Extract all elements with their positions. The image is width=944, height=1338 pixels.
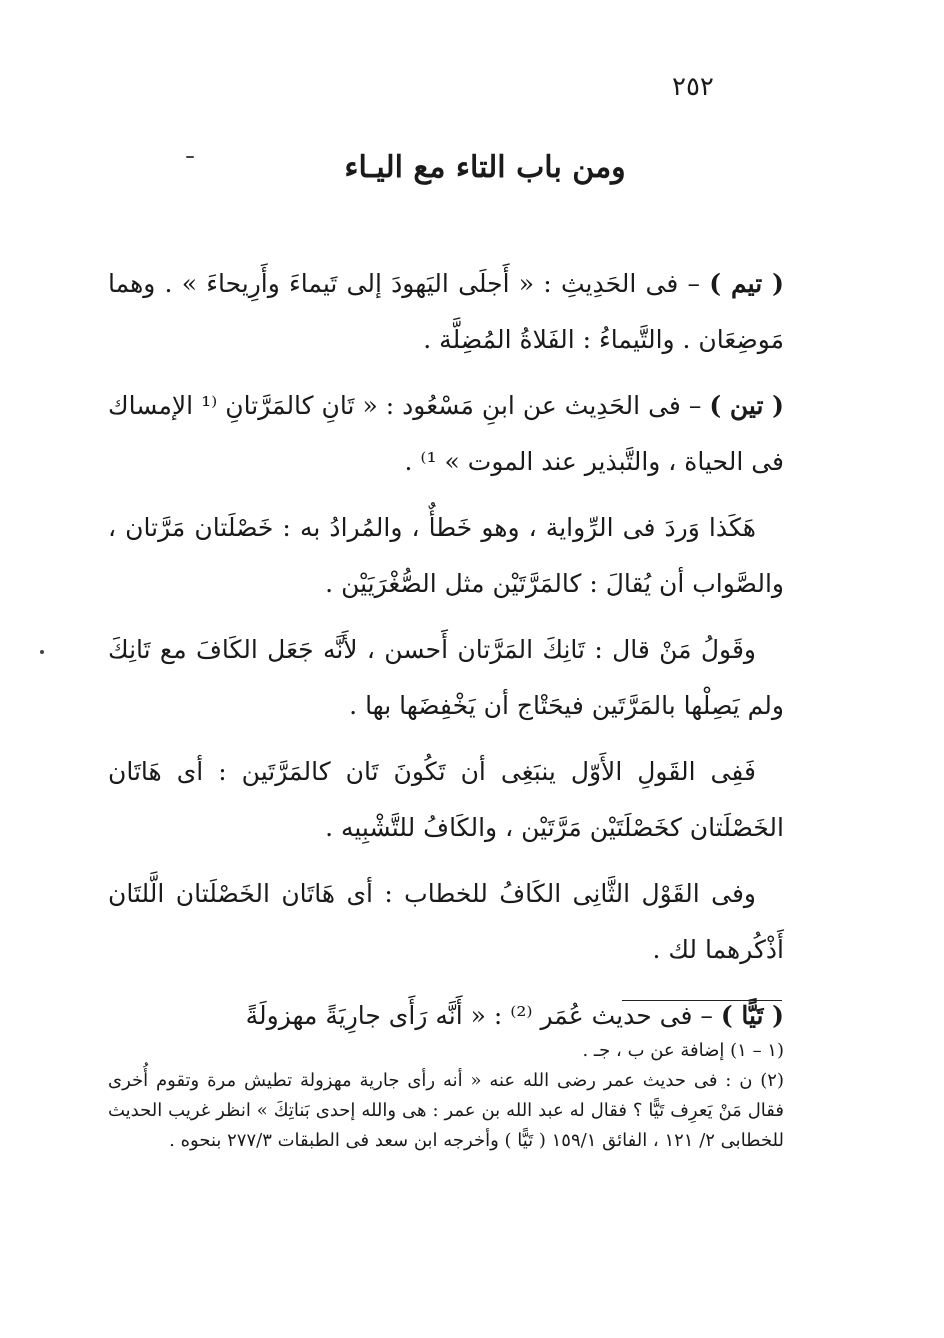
entry-text: – فى الحَدِيث عن ابنِ مَسْعُود : « تَانِ كالمَرَّتانِ ⁽¹ الإمساك فى الحياة ، والتَّبذير عند الموت » ¹⁾ . — [108, 391, 784, 476]
head-word: ( تيم ) — [709, 269, 784, 298]
page-number: ٢٥٢ — [672, 72, 714, 102]
entry-tin — [108, 378, 784, 490]
paragraph: فَفِى القَولِ الأَوّل ينبَغِى أن تَكُونَ تَان كالمَرَّتَين : أى هَاتَان الخَصْلَتان كخَصْلَتَيْن مَرَّتَيْن ، والكَافُ للتَّشْبِيه . — [108, 757, 784, 842]
entry-text: – فى حديث عُمَر ⁽²⁾ : « أَنَّه رَأَى جارِيَةً مهزولَةً — [245, 1001, 721, 1030]
footnote: (٢) ن : فى حديث عمر رضى الله عنه « أنه رأى جارية مهزولة تطيش مرة وتقوم أُخرى فقال مَنْ يَعرِف تَيًّا ؟ فقال له عبد الله بن عمر : هى والله إحدى بَناتِكَ » انظر غريب الحديث للخطابى ٢/ ١٢١ ، الفائق ١٥٩/١ ( تَيًّا ) وأخرجه ابن سعد فى الطبقات ٢٧٧/٣ بنحوه . — [108, 1070, 784, 1151]
paragraph: هَكَذا وَردَ فى الرِّواية ، وهو خَطأٌ ، والمُرادُ به : خَصْلَتان مَرَّتان ، والصَّواب أن يُقالَ : كالمَرَّتَيْن مثل الصُّغْرَيَيْن . — [108, 513, 784, 598]
footnote-separator — [622, 1000, 782, 1001]
paragraph: وفى القَوْل الثَّانِى الكَافُ للخطاب : أى هَاتَان الخَصْلَتان الَّلتَان أَذْكُرهما لك . — [108, 879, 784, 964]
footnotes — [108, 1036, 784, 1156]
scan-speck — [40, 650, 44, 654]
head-word: ( تَيًّا ) — [720, 1001, 784, 1030]
main-text — [108, 256, 784, 1044]
entry-text: – فى الحَدِيثِ : « أَجلَى اليَهودَ إلى تَيماءَ وأَرِيحاءَ » . وهما مَوضِعَان . والتَّيماءُ : الفَلاةُ المُضِلَّة . — [108, 269, 784, 354]
paragraph: وقَولُ مَنْ قال : تَانِكَ المَرَّتان أَحسن ، لأَنَّه جَعَل الكَافَ مع تَانِكَ ولم يَصِلْها بالمَرَّتَين فيحَتْاج أن يَخْفِضَها بها . — [108, 635, 784, 720]
scan-speck — [186, 156, 194, 158]
head-word: ( تين ) — [709, 391, 784, 420]
section-heading: ومن باب التاء مع اليـاء — [344, 150, 626, 185]
entry-taym — [108, 256, 784, 368]
footnote: (١ – ١) إضافة عن ب ، جـ . — [582, 1040, 784, 1061]
